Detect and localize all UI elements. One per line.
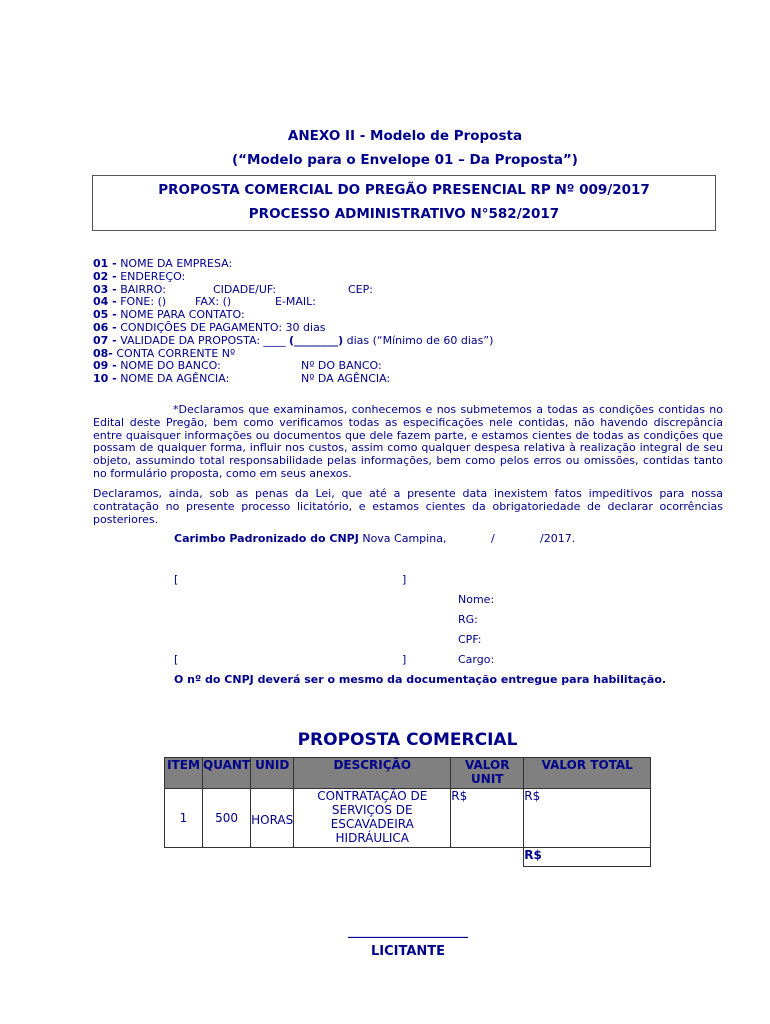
annex-subtitle: (“Modelo para o Envelope 01 – Da Proposta”) xyxy=(232,152,578,168)
header-unid: UNID xyxy=(251,758,294,789)
field-suffix: dias (“Mínimo de 60 dias”) xyxy=(346,333,494,347)
cell-unid: HORAS xyxy=(251,789,294,848)
table-header-row xyxy=(165,758,651,789)
signer-cargo: Cargo: xyxy=(458,653,495,666)
field-num: 09 - xyxy=(93,359,117,373)
bracket-close-2: ] xyxy=(402,653,407,666)
field-num: 03 - xyxy=(93,282,117,296)
field-num: 02 - xyxy=(93,269,117,283)
stamp-label: Carimbo Padronizado do CNPJ xyxy=(174,532,359,545)
cell-total-value: R$ xyxy=(524,789,651,848)
header-total-value: VALOR TOTAL xyxy=(524,758,651,789)
field-label: BAIRRO: xyxy=(120,282,166,296)
header-item: ITEM xyxy=(165,758,203,789)
field-num: 08- xyxy=(93,346,113,360)
cell-unit-value: R$ xyxy=(451,789,524,848)
field-email: E-MAIL: xyxy=(275,295,317,309)
signer-rg: RG: xyxy=(458,613,478,626)
signer-name: Nome: xyxy=(458,593,495,606)
annex-title: ANEXO II - Modelo de Proposta xyxy=(287,128,523,144)
declaration-paragraph-1: *Declaramos que examinamos, conhecemos e nos submetemos a todas as condições contidas no Edital deste Pregão, bem como verificamos todas as especificações nele contidas, não havendo discrepância entre quaisquer informações ou documentos que dele fazem parte, e estamos cientes de todas as condições que possam de qualquer forma, influir nos custos, assim como qualquer despesa relativa à realização integral de seu objeto, assumindo total responsabilidade pelas informações, bem como pelos erros ou omissões, contidas tanto no formulário proposta, como em seus anexos. xyxy=(93,403,723,480)
proposal-table xyxy=(164,757,651,867)
field-label: CONTA CORRENTE Nº xyxy=(116,346,236,360)
field-agency-no: Nº DA AGÊNCIA: xyxy=(301,372,391,386)
field-10 xyxy=(93,373,493,386)
signer-cpf: CPF: xyxy=(458,633,482,646)
company-fields xyxy=(93,258,493,386)
proposal-header-box xyxy=(92,175,716,231)
licitante-label: LICITANTE xyxy=(370,944,446,959)
field-paren: (________) xyxy=(289,333,344,347)
cnpj-note: O nº do CNPJ deverá ser o mesmo da documentação entregue para habilitação. xyxy=(174,673,667,686)
field-label: NOME DA EMPRESA: xyxy=(120,257,233,270)
cell-grand-total: R$ xyxy=(524,848,651,867)
field-bank-no: Nº DO BANCO: xyxy=(301,359,382,373)
field-fax: FAX: () xyxy=(195,295,232,309)
proposal-heading: PROPOSTA COMERCIAL xyxy=(297,730,518,750)
field-num: 04 - xyxy=(93,295,117,309)
table-row xyxy=(165,789,651,848)
field-num: 10 - xyxy=(93,372,117,386)
date-year: /2017. xyxy=(540,532,576,545)
field-label: FONE: () xyxy=(120,295,167,309)
field-label: NOME PARA CONTATO: xyxy=(120,308,245,322)
field-label: CONDIÇÕES DE PAGAMENTO: 30 dias xyxy=(120,320,326,334)
date-slash: / xyxy=(491,532,495,545)
stamp-line xyxy=(174,532,446,545)
field-num: 06 - xyxy=(93,320,117,334)
bracket-open-1: [ xyxy=(174,573,179,586)
cell-desc: CONTRATAÇÃO DE SERVIÇOS DE ESCAVADEIRA HIDRÁULICA xyxy=(294,789,451,848)
header-desc: DESCRIÇÃO xyxy=(294,758,451,789)
field-num: 07 - xyxy=(93,333,117,347)
field-city: CIDADE/UF: xyxy=(213,282,277,296)
field-num: 05 - xyxy=(93,308,117,322)
bracket-open-2: [ xyxy=(174,653,179,666)
field-label: NOME DA AGÊNCIA: xyxy=(120,372,230,386)
field-num: 01 - xyxy=(93,257,117,270)
header-unit-value: VALOR UNIT xyxy=(451,758,524,789)
cell-quant: 500 xyxy=(203,789,251,848)
box-process: PROCESSO ADMINISTRATIVO N°582/2017 xyxy=(248,206,560,222)
declaration-paragraph-2: Declaramos, ainda, sob as penas da Lei, que até a presente data inexistem fatos impeditivos para nossa contratação no presente processo licitatório, e estamos cientes da obrigatoriedade de declarar ocorrências posteriores. xyxy=(93,487,723,526)
field-label: NOME DO BANCO: xyxy=(120,359,221,373)
cell-item: 1 xyxy=(165,789,203,848)
place-date: Nova Campina, xyxy=(362,532,447,545)
total-row xyxy=(165,848,651,867)
signature-line: ____________________ xyxy=(348,924,468,938)
field-cep: CEP: xyxy=(348,282,373,296)
field-label: VALIDADE DA PROPOSTA: ____ xyxy=(120,333,286,347)
field-label: ENDEREÇO: xyxy=(120,269,186,283)
header-quant: QUANT xyxy=(203,758,251,789)
bracket-close-1: ] xyxy=(402,573,407,586)
box-title: PROPOSTA COMERCIAL DO PREGÃO PRESENCIAL RP Nº 009/2017 xyxy=(158,182,650,198)
